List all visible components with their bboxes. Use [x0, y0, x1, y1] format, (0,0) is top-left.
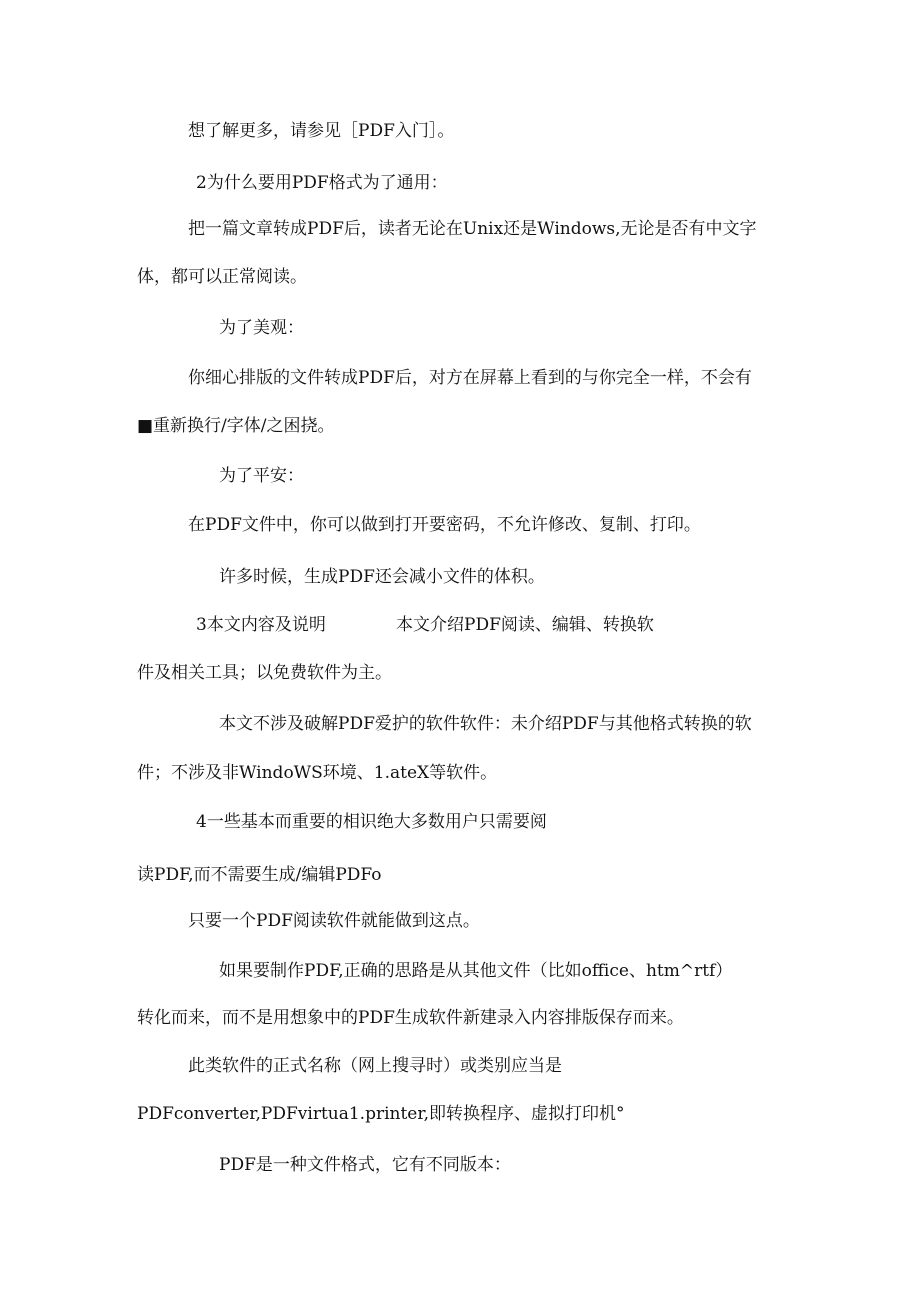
text-line-make-2: 转化而来，而不是用想象中的PDF生成软件新建录入内容排版保存而来。 [137, 1008, 684, 1028]
text-line-scope-1: 本文不涉及破解PDF爱护的软件软件：未介绍PDF与其他格式转换的软 [219, 714, 752, 734]
text-line-general-1: 把一篇文章转成PDF后，读者无论在Unix还是Windows,无论是否有中文字 [188, 219, 757, 239]
text-line-category-2: PDFconverter,PDFvirtua1.printer,即转换程序、虚拟打印机° [137, 1104, 625, 1124]
text-line-size: 许多时候，生成PDF还会减小文件的体积。 [219, 567, 545, 587]
text-line-safety: 在PDF文件中，你可以做到打开要密码，不允许修改、复制、打印。 [188, 515, 701, 535]
text-line-basic-1: 读PDF,而不需要生成/编辑PDFo [137, 865, 382, 885]
text-line-make-1: 如果要制作PDF,正确的思路是从其他文件（比如office、htm^rtf） [219, 961, 733, 981]
text-line-intro-1: 本文介绍PDF阅读、编辑、转换软 [396, 615, 654, 635]
section-heading-2: 2为什么要用PDF格式为了通用： [196, 173, 448, 193]
text-line-beauty-1: 你细心排版的文件转成PDF后，对方在屏幕上看到的与你完全一样，不会有 [188, 368, 752, 388]
text-line-basic-2: 只要一个PDF阅读软件就能做到这点。 [188, 911, 480, 931]
text-line-category-1: 此类软件的正式名称（网上搜寻时）或类别应当是 [188, 1056, 562, 1076]
section-heading-3: 3本文内容及说明 [196, 615, 326, 635]
text-line-more-info: 想了解更多，请参见［PDF入门］。 [188, 121, 455, 141]
text-line-general-2: 体，都可以正常阅读。 [137, 267, 307, 287]
text-line-beauty-2: ■重新换行/字体/之困挠。 [137, 416, 335, 436]
section-heading-4: 4一些基本而重要的相识绝大多数用户只需要阅 [196, 812, 547, 832]
subheading-safety: 为了平安： [219, 466, 304, 486]
text-line-versions: PDF是一种文件格式，它有不同版本： [219, 1155, 511, 1175]
text-line-scope-2: 件；不涉及非WindoWS环境、1.ateX等软件。 [137, 763, 498, 783]
text-line-intro-2: 件及相关工具；以免费软件为主。 [137, 663, 392, 683]
subheading-beauty: 为了美观： [219, 318, 304, 338]
